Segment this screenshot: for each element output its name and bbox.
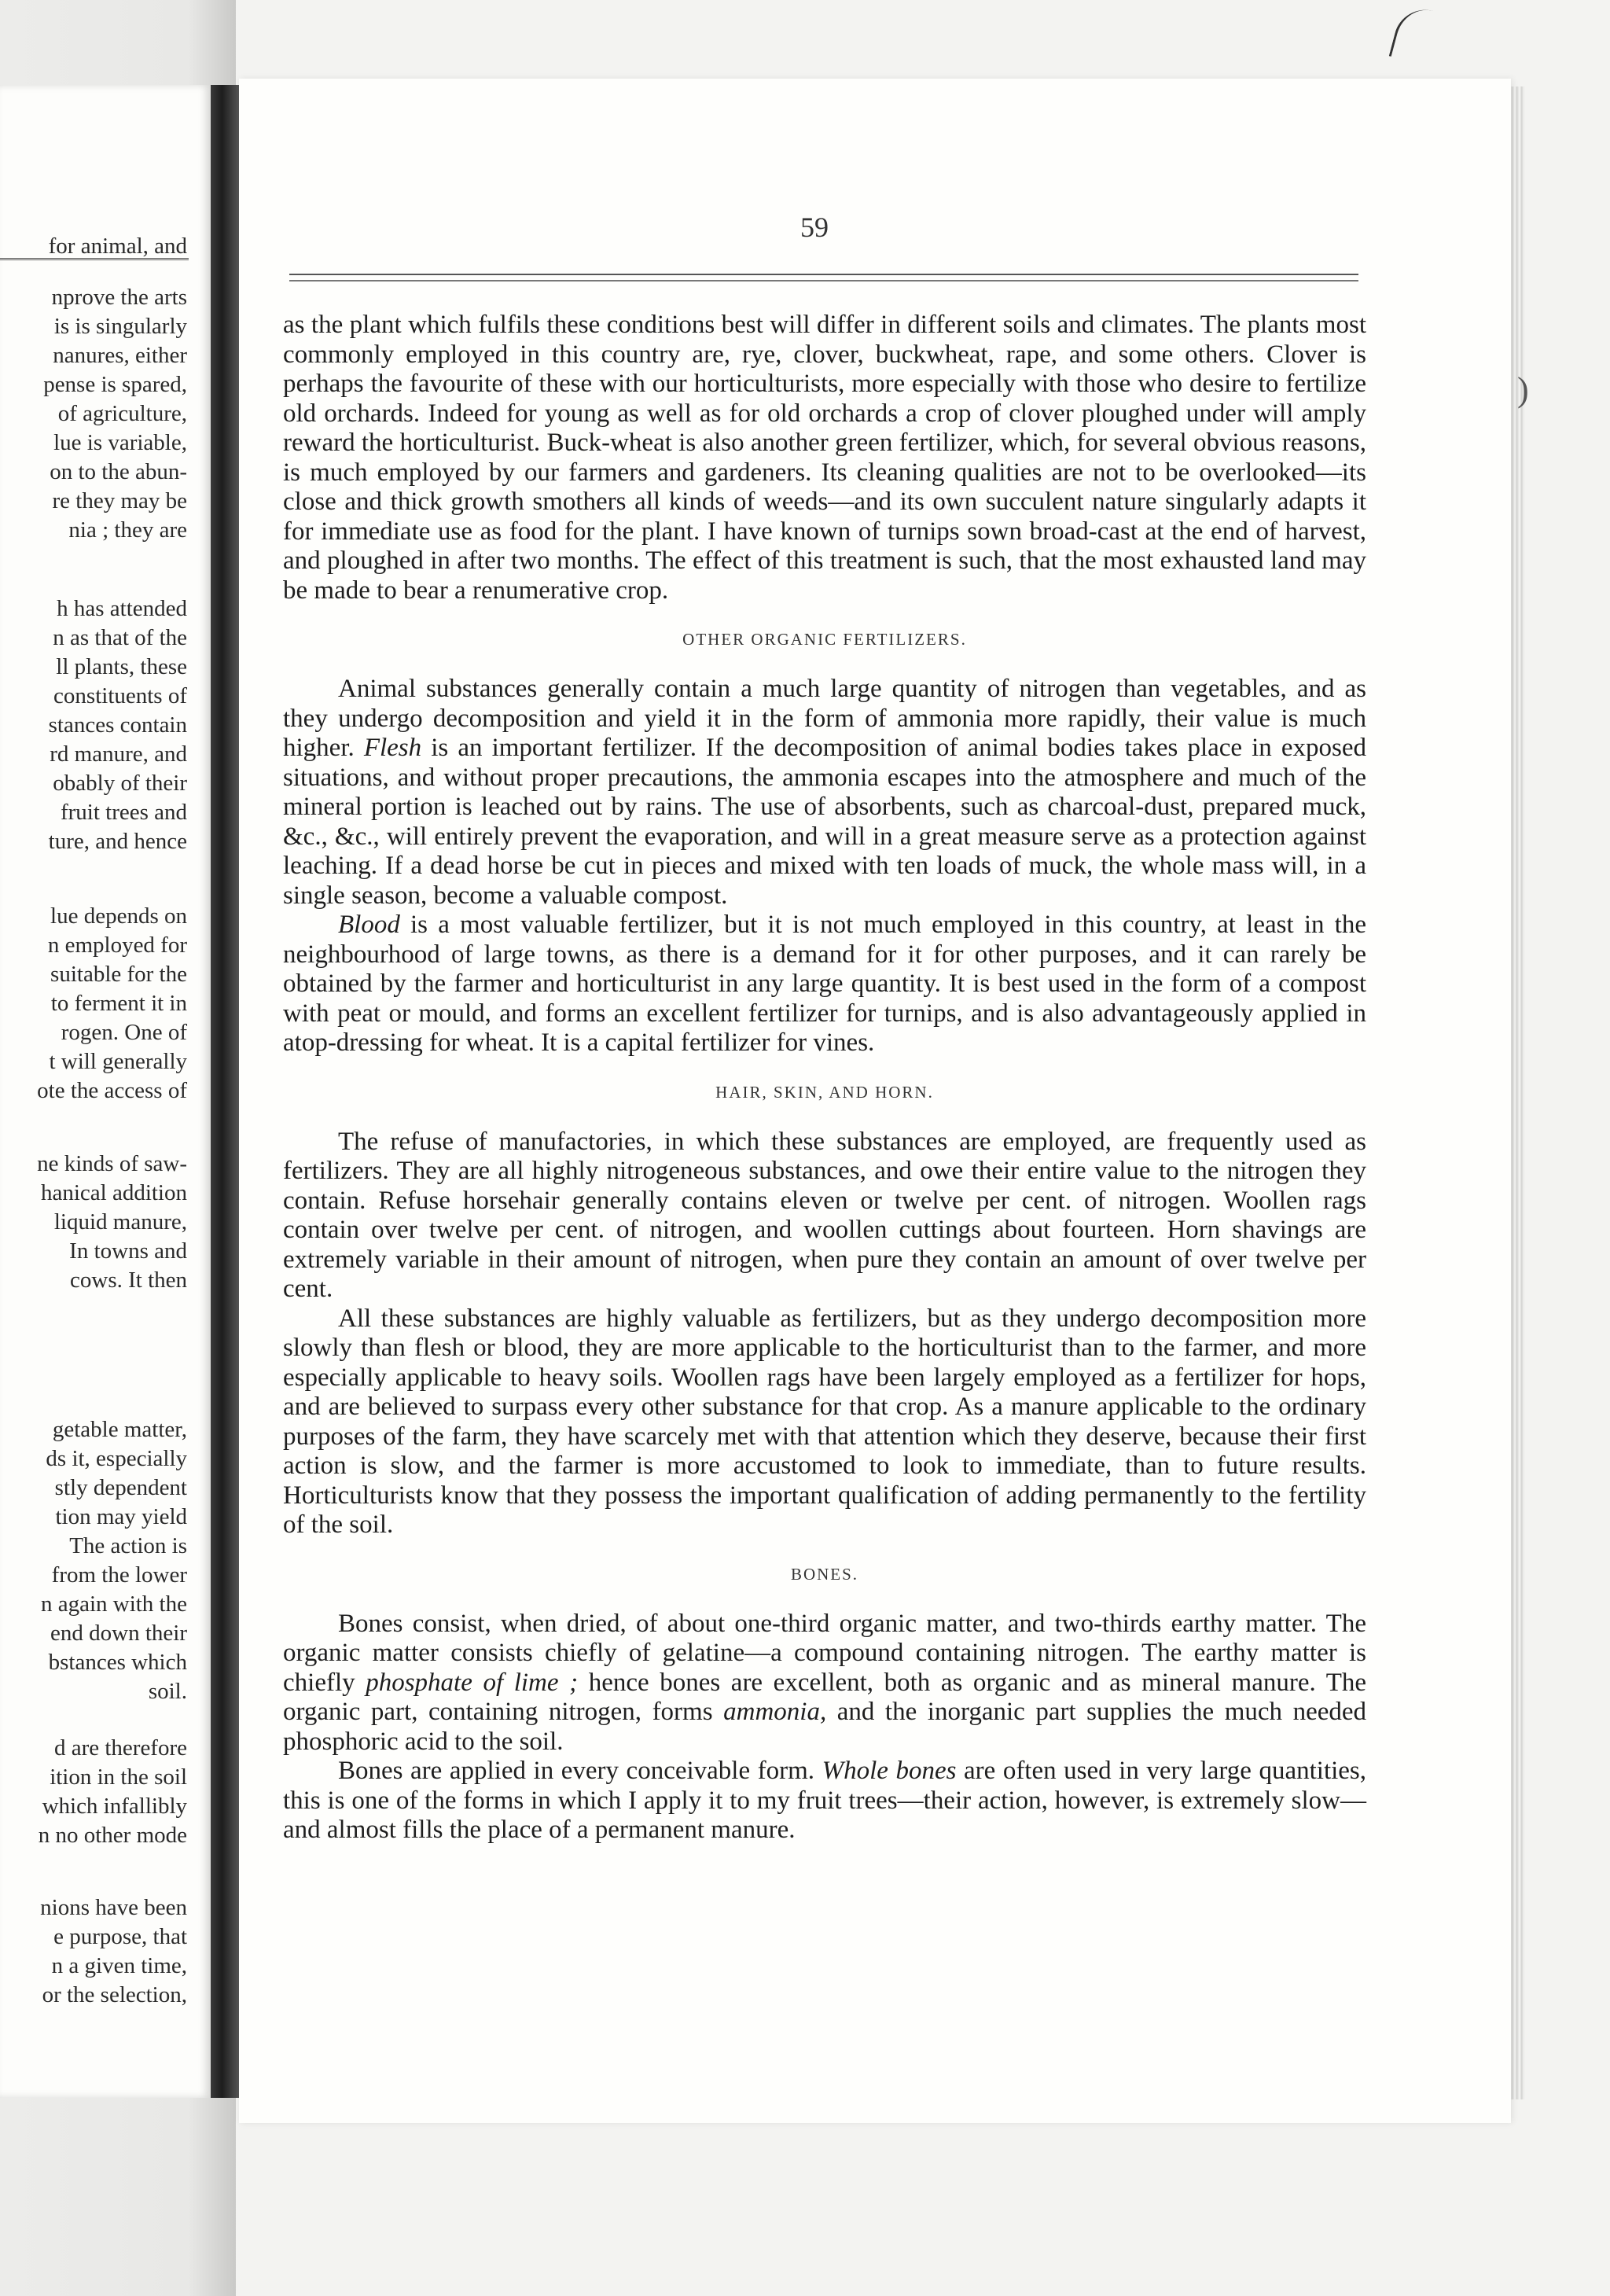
left-page-line: nia ; they are — [68, 517, 187, 543]
heading-hair-skin-horn: HAIR, SKIN, AND HORN. — [715, 1082, 934, 1102]
left-page-line: is is singularly — [53, 314, 187, 339]
left-page-line: rd manure, and — [50, 741, 187, 767]
paragraph-all-substances: All these substances are highly valuable as fertilizers, but as they undergo decomposition more slowly than flesh or blood, they are more applicable to the horticulturist than to the farmer, and more especially applicable to heavy soils. Woollen rags have been largely employed as a fertilizer for hops, and are believed to surpass every other substance for that crop. As a manure applicable to the ordinary purposes of the farm, they have scarcely met with that attention which they deserve, because their first action is slow, and the farmer is more accustomed to look to immediate, than to future results. Horticulturists know that they possess the important qualification of adding permanently to the fertility of the soil. — [283, 1304, 1366, 1539]
left-page-line: to ferment it in — [50, 991, 187, 1016]
left-page-line: t will generally — [49, 1049, 187, 1074]
left-page-line: re they may be — [52, 488, 187, 513]
book-gutter — [211, 85, 239, 2098]
left-page-line: lue depends on — [50, 903, 187, 929]
left-page-line: n as that of the — [53, 625, 187, 650]
left-page-line: fruit trees and — [60, 800, 187, 825]
corner-mark — [1389, 3, 1436, 65]
left-page-line: getable matter, — [52, 1417, 187, 1442]
left-page-line: cows. It then — [70, 1268, 187, 1293]
left-page-line: which infallibly — [42, 1794, 187, 1819]
left-page-line: ne kinds of saw- — [37, 1151, 187, 1176]
heading-bones: BONES. — [790, 1564, 859, 1584]
edge-mark: ) — [1517, 370, 1529, 409]
left-page-line: of agriculture, — [57, 401, 187, 426]
term-phosphate: phosphate of lime ; — [366, 1668, 579, 1697]
left-page-line: pense is spared, — [43, 372, 187, 397]
term-flesh: Flesh — [363, 734, 422, 762]
left-page-line: suitable for the — [50, 962, 187, 987]
left-page-line: d are therefore — [53, 1735, 187, 1761]
left-page-line: n employed for — [47, 933, 187, 958]
left-page-line: In towns and — [69, 1238, 187, 1264]
left-page-line: tion may yield — [55, 1504, 187, 1529]
left-page-line: constituents of — [53, 683, 187, 708]
term-whole-bones: Whole bones — [822, 1757, 957, 1785]
left-page-line: stances contain — [48, 712, 187, 738]
left-page-line: n again with the — [40, 1591, 187, 1617]
left-page-line: or the selection, — [42, 1982, 187, 2007]
left-page-line: rogen. One of — [61, 1020, 187, 1045]
left-page-line: bstances which — [48, 1650, 187, 1675]
paragraph-bones-applied: Bones are applied in every conceivable form. Whole bones are often used in very large quantities, this is one of the forms in which I apply it to my fruit trees—their action, however, is extremely slow—and almost fills the place of a permanent manure. — [283, 1757, 1367, 1844]
heading-organic: OTHER ORGANIC FERTILIZERS. — [682, 630, 967, 649]
left-page — [0, 85, 211, 2098]
left-page-line: ote the access of — [37, 1078, 187, 1103]
page-number: 59 — [800, 212, 829, 243]
page-body — [283, 311, 1366, 1845]
left-page-line: h has attended — [57, 596, 187, 621]
left-page-line: liquid manure, — [53, 1209, 187, 1234]
left-page-line: nanures, either — [53, 343, 187, 368]
header-rule — [289, 274, 1358, 281]
left-page-line: end down their — [50, 1621, 187, 1646]
paragraph-refuse: The refuse of manufactories, in which these substances are employed, are frequently used as fertilizers. They are all highly nitrogeneous substances, and owe their entire value to the nitrogen they contain. Refuse horsehair generally contains eleven or twelve per cent. of nitrogen. Woollen rags contain over twelve per cent. of nitrogen, and woollen cuttings about fourteen. Horn shavings are extremely variable in their amount of nitrogen, when pure they contain an amount of over twelve per cent. — [283, 1127, 1366, 1303]
left-page-line: e purpose, that — [53, 1924, 187, 1949]
left-page-line: from the lower — [51, 1562, 187, 1588]
left-page-line: n no other mode — [38, 1823, 187, 1848]
intro-paragraph: as the plant which fulfils these conditions best will differ in different soils and climates. The plants most commonly employed in this country are, rye, clover, buckwheat, rape, and some others. Clover is perhaps the favourite of these with our horticulturists, more especially with those who desire to fertilize old orchards. Indeed for young as well as for old orchards a crop of clover ploughed under will amply reward the horticulturist. Buck-wheat is also another green fertilizer, which, for several obvious reasons, is much employed by our farmers and gardeners. Its cleaning qualities are not to be overlooked—its close and thick growth smothers all kinds of weeds—and its own succulent nature singularly adapts it for immediate use as food for the plant. I have known of turnips sown broad-cast at the end of harvest, and ploughed in after two months. The effect of this treatment is such, that the most exhausted land may be made to bear a renumerative crop. — [283, 311, 1366, 605]
term-ammonia: ammonia, — [723, 1698, 827, 1726]
paragraph-bones-consist: Bones consist, when dried, of about one-third organic matter, and two-thirds earthy matter. The organic matter consists chiefly of gelatine—a compound containing nitrogen. The earthy matter is chiefly phosphate of lime ; hence bones are excellent, both as organic and as mineral manure. The organic part, containing nitrogen, forms ammonia, and the inorganic part supplies the much needed phosphoric acid to the soil. — [283, 1609, 1367, 1756]
left-page-line: on to the abun- — [50, 459, 187, 484]
left-page-line: lue is variable, — [53, 430, 187, 455]
left-page-line: hanical addition — [40, 1180, 187, 1205]
left-page-line: for animal, and — [48, 234, 187, 259]
left-page-line: nprove the arts — [51, 285, 187, 310]
paragraph-blood: Blood is a most valuable fertilizer, but it is not much employed in this country, at least in the neighbourhood of large towns, as there is a demand for it for other purposes, and it can rarely be obtained by the farmer and horticulturist in any large quantity. It is best used in the form of a compost with peat or mould, and forms an excellent fertilizer for turnips, and is also advantageously applied in atop-dressing for wheat. It is a capital fertilizer for vines. — [283, 911, 1366, 1057]
left-page-line: n a given time, — [51, 1953, 187, 1978]
term-blood: Blood — [338, 911, 400, 939]
left-page-line: stly dependent — [54, 1475, 187, 1500]
left-page-line: ds it, especially — [46, 1446, 187, 1471]
left-page-line: soil. — [148, 1679, 187, 1704]
left-page-line: ll plants, these — [56, 654, 187, 679]
left-page-line: ition in the soil — [50, 1764, 187, 1790]
left-page-line: ture, and hence — [48, 829, 187, 854]
left-page-line: nions have been — [40, 1895, 187, 1920]
paragraph-animal-substances: Animal substances generally contain a much large quantity of nitrogen than vegetables, and as they undergo decomposition and yield it in the form of ammonia more rapidly, their value is much higher. Flesh is an important fertilizer. If the decomposition of animal bodies takes place in exposed situations, and without proper precautions, the ammonia escapes into the atmosphere and much of the mineral portion is leached out by rains. The use of absorbents, such as charcoal-dust, prepared muck, &c., &c., will entirely prevent the evaporation, and will in a great measure serve as a protection against leaching. If a dead horse be cut in pieces and mixed with ten loads of muck, the whole mass will, in a single season, become a valuable compost. — [283, 675, 1367, 910]
left-page-line: obably of their — [53, 771, 187, 796]
left-page-line: The action is — [69, 1533, 187, 1558]
